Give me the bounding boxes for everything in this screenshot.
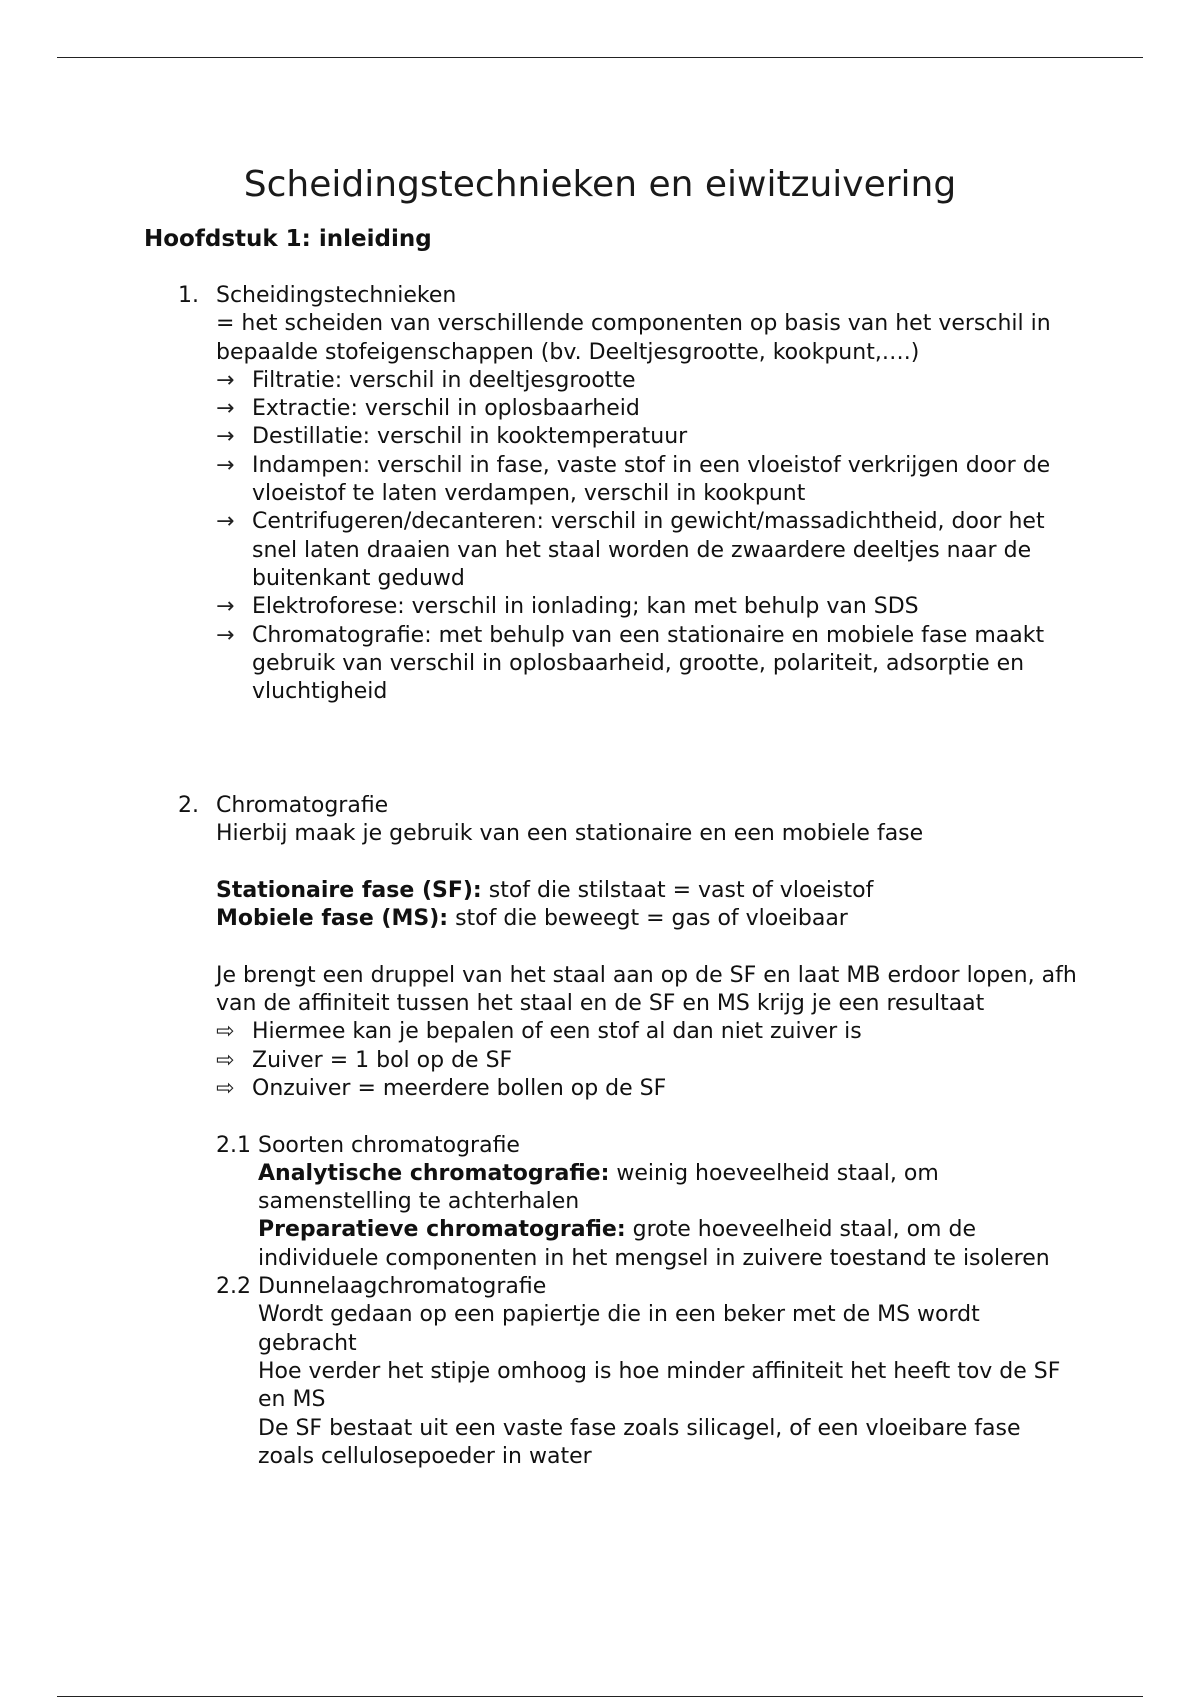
- section-number: 1.: [178, 283, 199, 308]
- list-item: ⇨ Onzuiver = meerdere bollen op de SF: [216, 1075, 1078, 1103]
- list-item: → Indampen: verschil in fase, vaste stof in een vloeistof verkrijgen door de vloeistof te laten verdampen, verschil in kookpunt: [216, 452, 1078, 509]
- paragraph-line: Wordt gedaan op een papiertje die in een beker met de MS wordt gebracht: [258, 1302, 980, 1356]
- paragraph: Je brengt een druppel van het staal aan op de SF en laat MB erdoor lopen, afh van de affiniteit tussen het staal en de SF en MS krijg je een resultaat: [216, 962, 1077, 1017]
- subsection-dunnelaag: [216, 1273, 1078, 1471]
- definition-term: Stationaire fase (SF):: [216, 877, 482, 903]
- arrow-right-icon: →: [216, 367, 235, 393]
- section-intro: Hierbij maak je gebruik van een stationaire en een mobiele fase: [216, 821, 924, 847]
- subsection-heading: Dunnelaagchromatografie: [258, 1274, 547, 1300]
- outline-arrow-icon: ⇨: [216, 1019, 235, 1045]
- section-chromatografie: [178, 792, 1078, 1471]
- paragraph-line: Hoe verder het stipje omhoog is hoe minder affiniteit het heeft tov de SF en MS: [258, 1358, 1061, 1413]
- list-item: ⇨ Zuiver = 1 bol op de SF: [216, 1047, 1078, 1075]
- definition-analytisch: Analytische chromatografie: weinig hoeveelheid staal, om samenstelling te achterhalen: [258, 1160, 939, 1215]
- arrow-right-icon: →: [216, 594, 235, 620]
- list-item: → Centrifugeren/decanteren: verschil in gewicht/massadichtheid, door het snel laten draaien van het staal worden de zwaardere deeltjes naar de buitenkant geduwd: [216, 508, 1078, 593]
- definition-preparatief: Preparatieve chromatografie: grote hoeveelheid staal, om de individuele componenten in het mengsel in zuivere toestand te isoleren: [258, 1217, 1050, 1271]
- definition-mobiele-fase: Mobiele fase (MS): stof die beweegt = gas of vloeibaar: [216, 906, 848, 932]
- list-item: → Extractie: verschil in oplosbaarheid: [216, 395, 1078, 423]
- subsection-number: 2.1: [216, 1132, 251, 1158]
- section-heading: Scheidingstechnieken: [216, 283, 457, 308]
- list-item: → Chromatografie: met behulp van een stationaire en mobiele fase maakt gebruik van verschil in oplosbaarheid, grootte, polariteit, adsorptie en vluchtigheid: [216, 622, 1078, 707]
- section-definition: = het scheiden van verschillende componenten op basis van het verschil in bepaalde stofeigenschappen (bv. Deeltjesgrootte, kookpunt,….): [216, 311, 1051, 365]
- definition-term: Analytische chromatografie:: [258, 1160, 610, 1186]
- list-item: → Destillatie: verschil in kooktemperatuur: [216, 423, 1078, 451]
- document-title: Scheidingstechnieken en eiwitzuivering: [243, 164, 957, 206]
- subsection-heading: Soorten chromatografie: [258, 1132, 520, 1158]
- arrow-list: [216, 367, 1078, 707]
- definition-term: Mobiele fase (MS):: [216, 906, 449, 932]
- chapter-heading: Hoofdstuk 1: inleiding: [144, 226, 432, 252]
- outline-arrow-icon: ⇨: [216, 1047, 235, 1073]
- arrow-right-icon: →: [216, 622, 235, 648]
- list-item: → Elektroforese: verschil in ionlading; kan met behulp van SDS: [216, 593, 1078, 621]
- top-rule: [57, 57, 1143, 58]
- section-heading: Chromatografie: [216, 793, 389, 818]
- outline-arrow-icon: ⇨: [216, 1075, 235, 1101]
- section-number: 2.: [178, 793, 199, 818]
- subsection-number: 2.2: [216, 1274, 251, 1300]
- subsection-soorten: [216, 1132, 1078, 1273]
- arrow-right-icon: →: [216, 452, 235, 478]
- arrow-list: [216, 1018, 1078, 1103]
- paragraph-line: De SF bestaat uit een vaste fase zoals silicagel, of een vloeibare fase zoals cellulosepoeder in water: [258, 1415, 1021, 1469]
- arrow-right-icon: →: [216, 424, 235, 450]
- definition-term: Preparatieve chromatografie:: [258, 1217, 626, 1243]
- bottom-rule: [57, 1696, 1143, 1697]
- arrow-right-icon: →: [216, 509, 235, 535]
- list-item: ⇨ Hiermee kan je bepalen of een stof al dan niet zuiver is: [216, 1018, 1078, 1046]
- definition-stationaire-fase: Stationaire fase (SF): stof die stilstaat = vast of vloeistof: [216, 877, 874, 903]
- arrow-right-icon: →: [216, 396, 235, 422]
- section-scheidingstechnieken: [178, 282, 1078, 706]
- list-item: → Filtratie: verschil in deeltjesgrootte: [216, 367, 1078, 395]
